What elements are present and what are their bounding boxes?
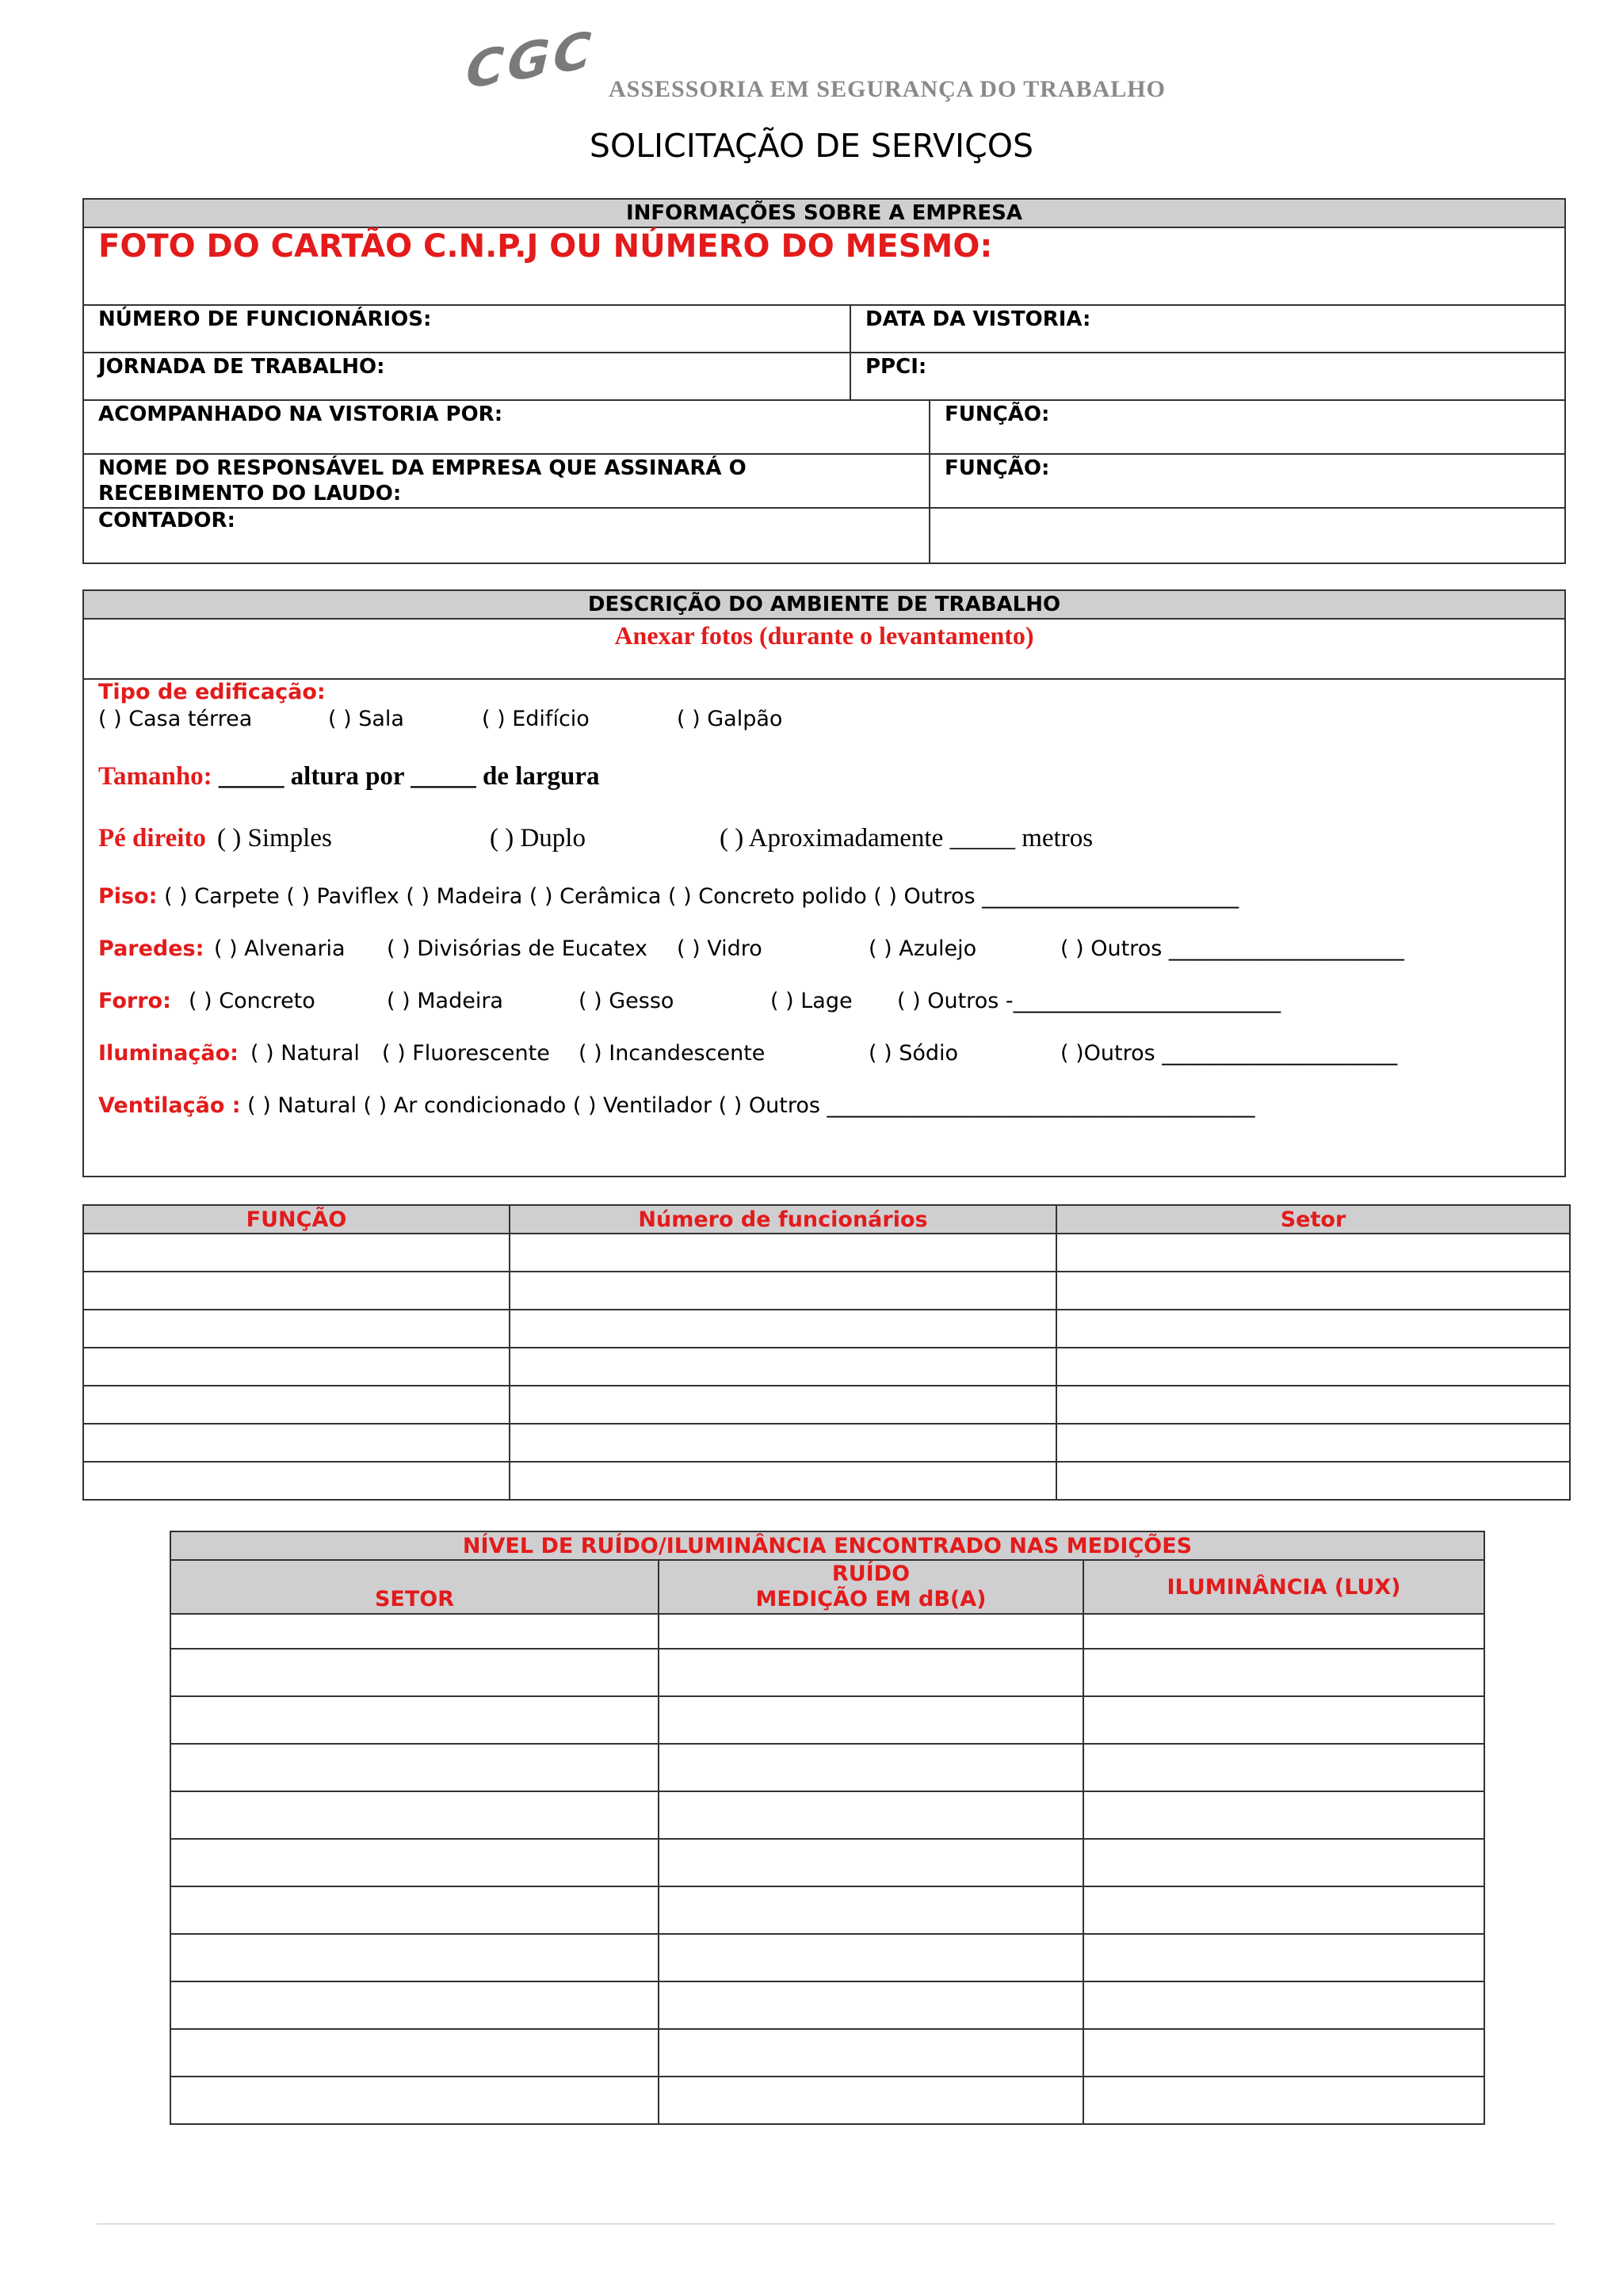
walls-option: ( ) Azulejo (869, 936, 977, 961)
table-cell[interactable] (83, 1424, 510, 1462)
column-header (659, 1560, 1083, 1614)
table-cell[interactable] (170, 1744, 659, 1791)
table-cell[interactable] (83, 1272, 510, 1310)
table-cell[interactable] (510, 1424, 1056, 1462)
table-cell[interactable] (510, 1272, 1056, 1310)
table-cell[interactable] (510, 1386, 1056, 1424)
table-cell[interactable] (1083, 1981, 1484, 2029)
walls-label: Paredes: (98, 936, 204, 961)
size-label: Tamanho: (98, 762, 212, 791)
table-row (170, 1886, 1484, 1934)
table-row (170, 2029, 1484, 2077)
divider (84, 304, 1564, 306)
table-cell[interactable] (170, 1934, 659, 1981)
ventilation-label: Ventilação : (98, 1093, 241, 1118)
table-row (170, 1614, 1484, 1649)
function-label: FUNÇÃO: (945, 402, 1050, 426)
walls-option: ( ) Vidro (677, 936, 762, 961)
table-row (170, 1791, 1484, 1839)
lighting-option: ( ) Incandescente (579, 1041, 766, 1066)
table-cell[interactable] (83, 1234, 510, 1272)
column-header: Setor (1056, 1205, 1570, 1234)
table-cell[interactable] (659, 1696, 1083, 1744)
table-cell[interactable] (510, 1462, 1056, 1500)
table-cell[interactable] (1083, 1696, 1484, 1744)
environment-header: DESCRIÇÃO DO AMBIENTE DE TRABALHO (84, 591, 1564, 620)
lighting-option: ( ) Natural (250, 1041, 360, 1066)
table-cell[interactable] (1083, 1886, 1484, 1934)
table-cell[interactable] (659, 1934, 1083, 1981)
divider (84, 352, 1564, 353)
table-cell[interactable] (510, 1310, 1056, 1348)
table-cell[interactable] (1056, 1272, 1570, 1310)
table-cell[interactable] (1083, 1791, 1484, 1839)
table-cell[interactable] (83, 1310, 510, 1348)
table-cell[interactable] (510, 1234, 1056, 1272)
table-row (170, 1744, 1484, 1791)
lining-option: ( ) Lage (770, 989, 853, 1013)
table-row (83, 1386, 1570, 1424)
size-text: _____ altura por _____ de largura (218, 762, 600, 791)
table-cell[interactable] (1083, 1649, 1484, 1696)
floor-row (98, 884, 1239, 909)
column-header: Número de funcionários (510, 1205, 1056, 1234)
table-cell[interactable] (659, 1744, 1083, 1791)
table-cell[interactable] (1083, 1614, 1484, 1649)
table-row (170, 2077, 1484, 2124)
table-cell[interactable] (659, 1791, 1083, 1839)
table-cell[interactable] (170, 1886, 659, 1934)
document-title: SOLICITAÇÃO DE SERVIÇOS (589, 127, 1034, 165)
table-cell[interactable] (659, 1614, 1083, 1649)
lining-option: ( ) Outros -_________________________ (897, 989, 1281, 1013)
building-type-label: Tipo de edificação: (98, 680, 326, 704)
table-cell[interactable] (1083, 2077, 1484, 2124)
table-cell[interactable] (170, 1614, 659, 1649)
table-cell[interactable] (659, 1839, 1083, 1886)
table-cell[interactable] (170, 1649, 659, 1696)
building-option: ( ) Casa térrea (98, 707, 253, 731)
table-row (170, 1696, 1484, 1744)
divider (84, 399, 1564, 401)
table-row (170, 1839, 1484, 1886)
photos-note: Anexar fotos (durante o levantamento) (614, 621, 1034, 650)
table-cell[interactable] (659, 1886, 1083, 1934)
company-info-header: INFORMAÇÕES SOBRE A EMPRESA (84, 200, 1564, 228)
lining-label: Forro: (98, 989, 171, 1013)
lighting-label: Iluminação: (98, 1041, 239, 1066)
column-header: SETOR (170, 1560, 659, 1614)
walls-option: ( ) Divisórias de Eucatex (387, 936, 647, 961)
company-info-box (82, 198, 1566, 564)
function-label: FUNÇÃO: (945, 456, 1050, 480)
table-row (83, 1424, 1570, 1462)
responsible-label: NOME DO RESPONSÁVEL DA EMPRESA QUE ASSINARÁ O (98, 456, 747, 480)
table-cell[interactable] (170, 2029, 659, 2077)
table-row (83, 1272, 1570, 1310)
work-hours-label: JORNADA DE TRABALHO: (98, 355, 385, 379)
table-cell[interactable] (170, 1981, 659, 2029)
floor-label: Piso: (98, 884, 158, 909)
table-cell[interactable] (1083, 1839, 1484, 1886)
ceiling-label: Pé direito (98, 824, 206, 852)
building-option: ( ) Sala (328, 707, 404, 731)
table-cell[interactable] (659, 1649, 1083, 1696)
floor-options: ( ) Carpete ( ) Paviflex ( ) Madeira ( ) Cerâmica ( ) Concreto polido ( ) Outros ________________________ (164, 884, 1239, 909)
table-cell[interactable] (170, 1696, 659, 1744)
ventilation-options: ( ) Natural ( ) Ar condicionado ( ) Ventilador ( ) Outros ________________________________________ (247, 1093, 1255, 1118)
ceiling-option: ( ) Duplo (490, 824, 586, 852)
divider (929, 399, 930, 563)
responsible-label-cont: RECEBIMENTO DO LAUDO: (98, 482, 402, 505)
employees-label: NÚMERO DE FUNCIONÁRIOS: (98, 307, 432, 331)
table-cell[interactable] (1056, 1462, 1570, 1500)
table-row (83, 1462, 1570, 1500)
company-subtitle: ASSESSORIA EM SEGURANÇA DO TRABALHO (609, 76, 1166, 102)
table-cell[interactable] (170, 2077, 659, 2124)
lighting-option: ( ) Fluorescente (382, 1041, 550, 1066)
cnpj-label: FOTO DO CARTÃO C.N.P.J OU NÚMERO DO MESMO: (98, 228, 993, 265)
lining-option: ( ) Concreto (189, 989, 315, 1013)
lighting-option: ( )Outros ______________________ (1060, 1041, 1398, 1066)
table-cell[interactable] (510, 1348, 1056, 1386)
functions-table (82, 1204, 1571, 1501)
lighting-option: ( ) Sódio (869, 1041, 959, 1066)
ceiling-option: ( ) Simples (217, 824, 332, 852)
table-cell[interactable] (83, 1348, 510, 1386)
walls-option: ( ) Outros ______________________ (1060, 936, 1404, 961)
noise-header-line: RUÍDO (831, 1562, 911, 1586)
footer-divider (97, 2223, 1555, 2225)
table-row (170, 1981, 1484, 2029)
table-row (83, 1234, 1570, 1272)
table-cell[interactable] (659, 2029, 1083, 2077)
building-option: ( ) Edifício (482, 707, 590, 731)
table-row (170, 1934, 1484, 1981)
accompanied-by-label: ACOMPANHADO NA VISTORIA POR: (98, 402, 503, 426)
inspection-date-label: DATA DA VISTORIA: (865, 307, 1091, 331)
noise-header-line: MEDIÇÃO EM dB(A) (755, 1587, 987, 1611)
table-cell[interactable] (1056, 1310, 1570, 1348)
cgc-logo: CGC (464, 21, 596, 101)
table-cell[interactable] (659, 1981, 1083, 2029)
table-cell[interactable] (1056, 1348, 1570, 1386)
table-cell[interactable] (1056, 1424, 1570, 1462)
noise-table-title: NÍVEL DE RUÍDO/ILUMINÂNCIA ENCONTRADO NAS MEDIÇÕES (170, 1531, 1484, 1560)
ventilation-row (98, 1093, 1255, 1118)
table-cell[interactable] (659, 2077, 1083, 2124)
walls-option: ( ) Alvenaria (214, 936, 346, 961)
accountant-label: CONTADOR: (98, 509, 235, 532)
table-cell[interactable] (83, 1386, 510, 1424)
table-cell[interactable] (1083, 1744, 1484, 1791)
divider (84, 507, 1564, 509)
column-header: FUNÇÃO (83, 1205, 510, 1234)
table-row (170, 1649, 1484, 1696)
table-cell[interactable] (83, 1462, 510, 1500)
table-cell[interactable] (1083, 1934, 1484, 1981)
lining-option: ( ) Madeira (387, 989, 503, 1013)
table-row (83, 1348, 1570, 1386)
column-header: ILUMINÂNCIA (LUX) (1083, 1560, 1484, 1614)
noise-table (170, 1531, 1485, 2125)
table-cell[interactable] (1083, 2029, 1484, 2077)
table-cell[interactable] (1056, 1234, 1570, 1272)
ceiling-option: ( ) Aproximadamente _____ metros (720, 824, 1094, 852)
table-cell[interactable] (1056, 1386, 1570, 1424)
ppci-label: PPCI: (865, 355, 927, 379)
size-row (98, 762, 600, 791)
table-row (83, 1310, 1570, 1348)
table-cell[interactable] (170, 1839, 659, 1886)
table-cell[interactable] (170, 1791, 659, 1839)
environment-box (82, 589, 1566, 1177)
lining-option: ( ) Gesso (579, 989, 674, 1013)
divider (84, 453, 1564, 455)
building-option: ( ) Galpão (677, 707, 783, 731)
